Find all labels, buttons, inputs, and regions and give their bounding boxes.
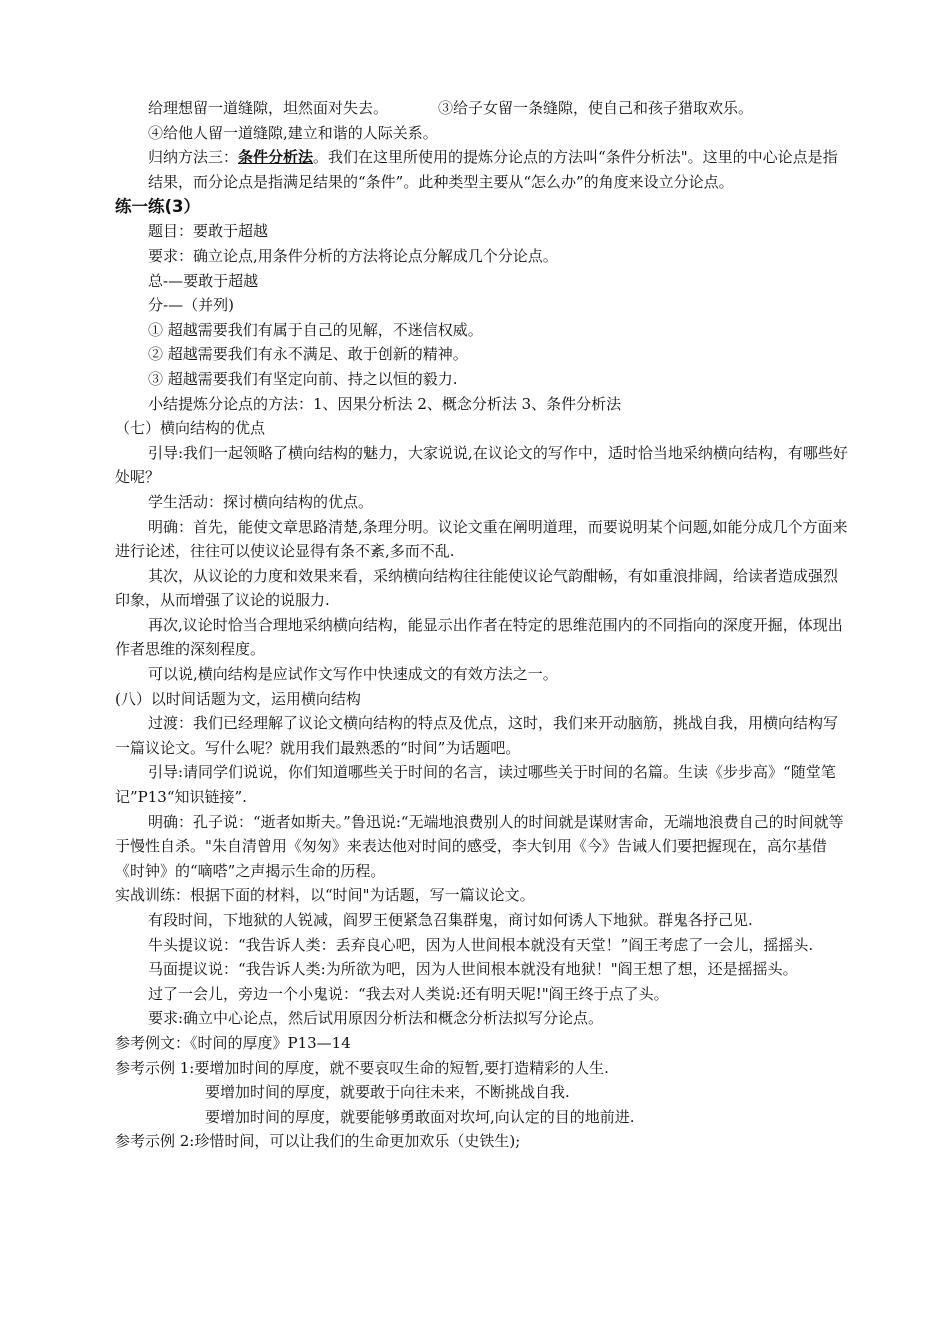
paragraph: 马面提议说：“我告诉人类:为所欲为吧，因为人世间根本就没有地狱！"阎王想了想，还是摇摇头。 — [148, 960, 798, 979]
paragraph: 牛头提议说：“我告诉人类：丢弃良心吧，因为人世间根本就没有天堂！”阎王考虑了一会儿，摇摇头. — [148, 935, 814, 954]
method-summary — [115, 145, 850, 194]
text-line: 要求：确立论点,用条件分析的方法将论点分解成几个分论点。 — [148, 246, 558, 265]
paragraph: 学生活动：探讨横向结构的优点。 — [148, 492, 374, 511]
paragraph: 过了一会儿，旁边一个小鬼说：“我去对人类说:还有明天呢!"阎王终于点了头。 — [148, 984, 669, 1003]
paragraph: 参考示例 2:珍惜时间，可以让我们的生命更加欢乐（史铁生); — [115, 1132, 521, 1151]
paragraph: 可以说,横向结构是应试作文写作中快速成文的有效方法之一。 — [148, 665, 558, 684]
paragraph: 要求:确立中心论点，然后试用原因分析法和概念分析法拟写分论点。 — [148, 1009, 604, 1028]
paragraph: 引导:请同学们说说，你们知道哪些关于时间的名言，读过哪些关于时间的名篇。生读《步步高》“随堂笔记”P13“知识链接”. — [115, 763, 836, 807]
paragraph: 实战训练：根据下面的材料，以“时间"为话题，写一篇议论文。 — [115, 886, 535, 905]
paragraph: 明确：首先，能使文章思路清楚,条理分明。议论文重在阐明道理，而要说明某个问题,如能分成几个方面来进行论述，往往可以使议论显得有条不紊,多而不乱. — [115, 517, 848, 561]
paragraph: 要增加时间的厚度，就要敢于向往未来，不断挑战自我. — [205, 1083, 570, 1102]
paragraph: 参考示例 1:要增加时间的厚度，就不要哀叹生命的短暂,要打造精彩的人生. — [115, 1058, 609, 1077]
text-span: 给理想留一道缝隙，坦然面对失去。 — [148, 99, 389, 117]
paragraph: 有段时间，下地狱的人锐减，阎罗王便紧急召集群鬼，商讨如何诱人下地狱。群鬼各抒己见. — [148, 911, 753, 929]
document-page — [115, 96, 850, 1154]
subsection-title: (八）以时间话题为文，运用横向结构 — [115, 689, 361, 708]
text-span: 归纳方法三： — [148, 148, 239, 167]
method-keyword: 条件分析法 — [238, 148, 314, 167]
text-span: 。我们在这里所使用的提炼分论点的方法叫“条件分析法"。这里的中心论点是指结果，而分论点是指满足结果的“条件”。此种类型主要从“怎么办”的角度来设立分论点。 — [148, 148, 838, 191]
paragraph: 明确：孔子说：“逝者如斯夫。”鲁迅说:“无端地浪费别人的时间就是谋财害命，无端地浪费自己的时间就等于慢性自杀。"朱自清曾用《匆匆》来表达他对时间的感受，李大钊用《今》告诫人们要把握现在，高尔基借《时钟》的“嘀嗒”之声揭示生命的历程。 — [115, 812, 844, 880]
paragraph: 过渡：我们已经理解了议论文横向结构的特点及优点，这时，我们来开动脑筋，挑战自我，用横向结构写一篇议论文。写什么呢？就用我们最熟悉的“时间”为话题吧。 — [115, 714, 839, 757]
list-item: ① 超越需要我们有属于自己的见解，不迷信权威。 — [148, 320, 483, 339]
text-span: ③给子女留一条缝隙，使自己和孩子猎取欢乐。 — [438, 99, 754, 117]
text-line: 总-—要敢于超越 — [148, 271, 259, 290]
text-line: 题目：要敢于超越 — [148, 222, 269, 241]
text-line: 小结提炼分论点的方法：1、因果分析法 2、概念分析法 3、条件分析法 — [148, 394, 622, 413]
paragraph: 引导:我们一起领略了横向结构的魅力，大家说说,在议论文的写作中，适时恰当地采纳横向结构，有哪些好处呢？ — [115, 443, 848, 487]
text-line: ④给他人留一道缝隙,建立和谐的人际关系。 — [148, 123, 438, 142]
list-item: ③ 超越需要我们有坚定向前、持之以恒的毅力. — [148, 369, 458, 388]
paragraph: 其次，从议论的力度和效果来看，采纳横向结构往往能使议论气韵酣畅，有如重浪排阔，给读者造成强烈印象，从而增强了议论的说服力. — [115, 566, 839, 610]
text-line: 分-—（并列) — [148, 296, 234, 315]
paragraph: 再次,议论时恰当合理地采纳横向结构，能显示出作者在特定的思维范围内的不同指向的深度开掘，体现出作者思维的深刻程度。 — [115, 615, 843, 659]
paragraph: 要增加时间的厚度，就要能够勇敢面对坎坷,向认定的目的地前进. — [205, 1107, 635, 1126]
subsection-title: （七）横向结构的优点 — [115, 419, 266, 438]
section-heading: 练一练(3） — [115, 197, 201, 217]
paragraph: 参考例文：《时间的厚度》P13—14 — [115, 1033, 351, 1052]
text-line — [115, 96, 850, 121]
list-item: ② 超越需要我们有永不满足、敢于创新的精神。 — [148, 345, 468, 364]
